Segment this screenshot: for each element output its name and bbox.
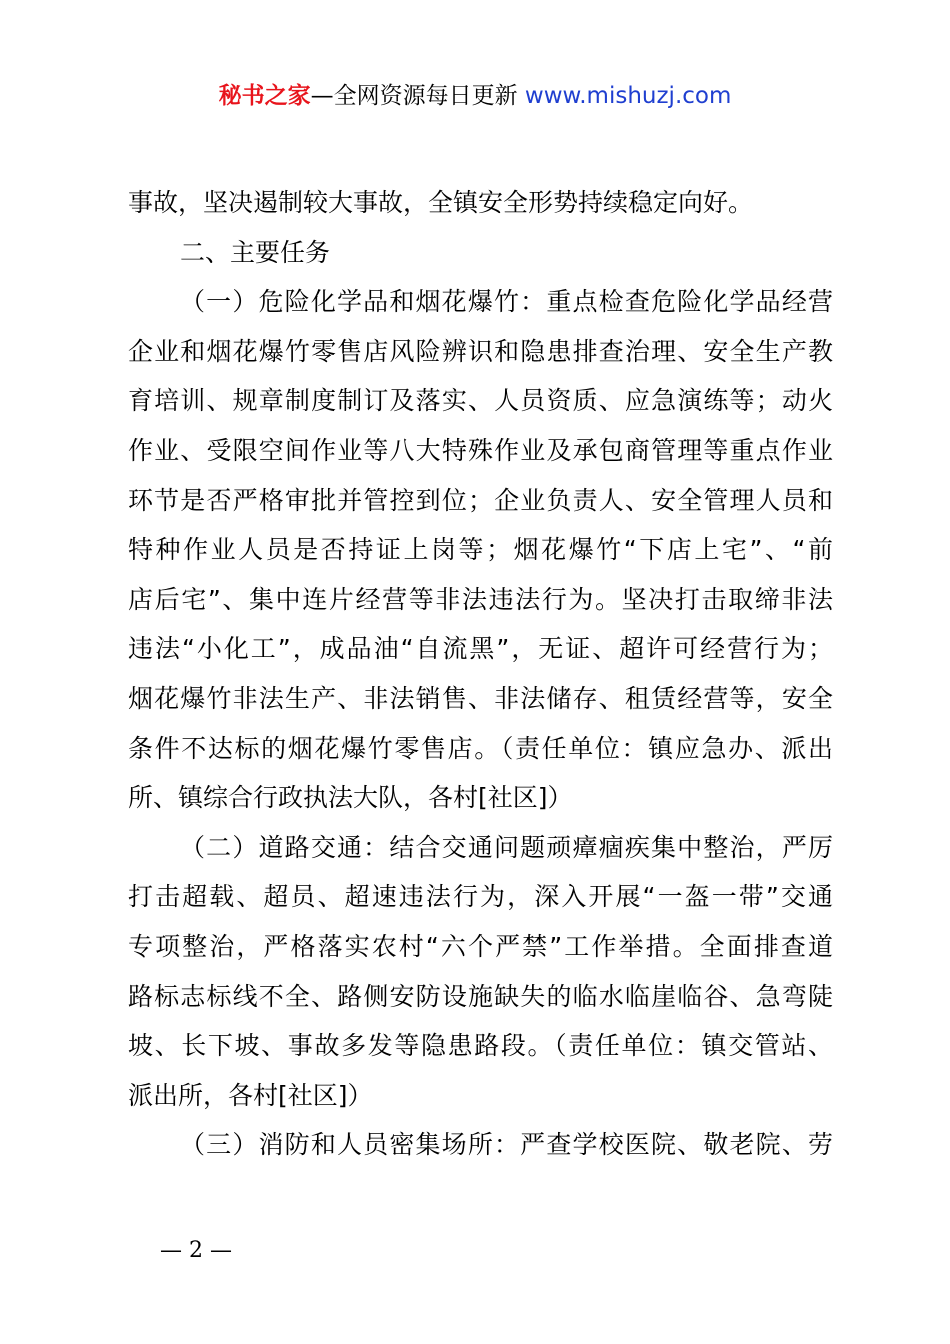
text-line: 打击超载、超员、超速违法行为，深入开展“一盔一带”交通	[128, 882, 833, 912]
site-brand: 秘书之家	[218, 83, 311, 109]
text-line: 违法“小化工”，成品油“自流黑”，无证、超许可经营行为；	[128, 634, 833, 664]
text-line: 专项整治，严格落实农村“六个严禁”工作举措。全面排查道	[128, 931, 833, 961]
page-number: — 2 —	[160, 1238, 232, 1263]
text-line: 育培训、规章制度制订及落实、人员资质、应急演练等；动火	[128, 386, 833, 416]
text-line: 坡、长下坡、事故多发等隐患路段。（责任单位：镇交管站、	[128, 1031, 833, 1061]
section-heading: 二、主要任务	[180, 237, 331, 267]
text-line: （二）道路交通：结合交通问题顽瘴痼疾集中整治，严厉	[180, 832, 833, 862]
document-body	[128, 178, 833, 1170]
text-line: 烟花爆竹非法生产、非法销售、非法储存、租赁经营等，安全	[128, 683, 833, 713]
text-line: （一）危险化学品和烟花爆竹：重点检查危险化学品经营	[180, 287, 833, 317]
text-line: 路标志标线不全、路侧安防设施缺失的临水临崖临谷、急弯陡	[128, 981, 833, 1011]
text-line: 企业和烟花爆竹零售店风险辨识和隐患排查治理、安全生产教	[128, 336, 833, 366]
text-line: 条件不达标的烟花爆竹零售店。（责任单位：镇应急办、派出	[128, 733, 833, 763]
text-line: 特种作业人员是否持证上岗等；烟花爆竹“下店上宅”、“前	[128, 535, 833, 565]
text-line: （三）消防和人员密集场所：严查学校医院、敬老院、劳	[180, 1130, 833, 1160]
site-url-link[interactable]: www.mishuzj.com	[524, 83, 732, 109]
text-line: 店后宅”、集中连片经营等非法违法行为。坚决打击取缔非法	[128, 584, 833, 614]
text-line: 环节是否严格审批并管控到位；企业负责人、安全管理人员和	[128, 485, 833, 515]
text-line: 所、镇综合行政执法大队，各村[社区]）	[128, 783, 573, 813]
text-line: 作业、受限空间作业等八大特殊作业及承包商管理等重点作业	[128, 435, 833, 465]
site-banner	[0, 80, 950, 112]
text-line: 事故，坚决遏制较大事故，全镇安全形势持续稳定向好。	[128, 188, 754, 217]
text-line: 派出所，各村[社区]）	[128, 1080, 373, 1110]
site-tagline: —全网资源每日更新	[310, 83, 525, 109]
